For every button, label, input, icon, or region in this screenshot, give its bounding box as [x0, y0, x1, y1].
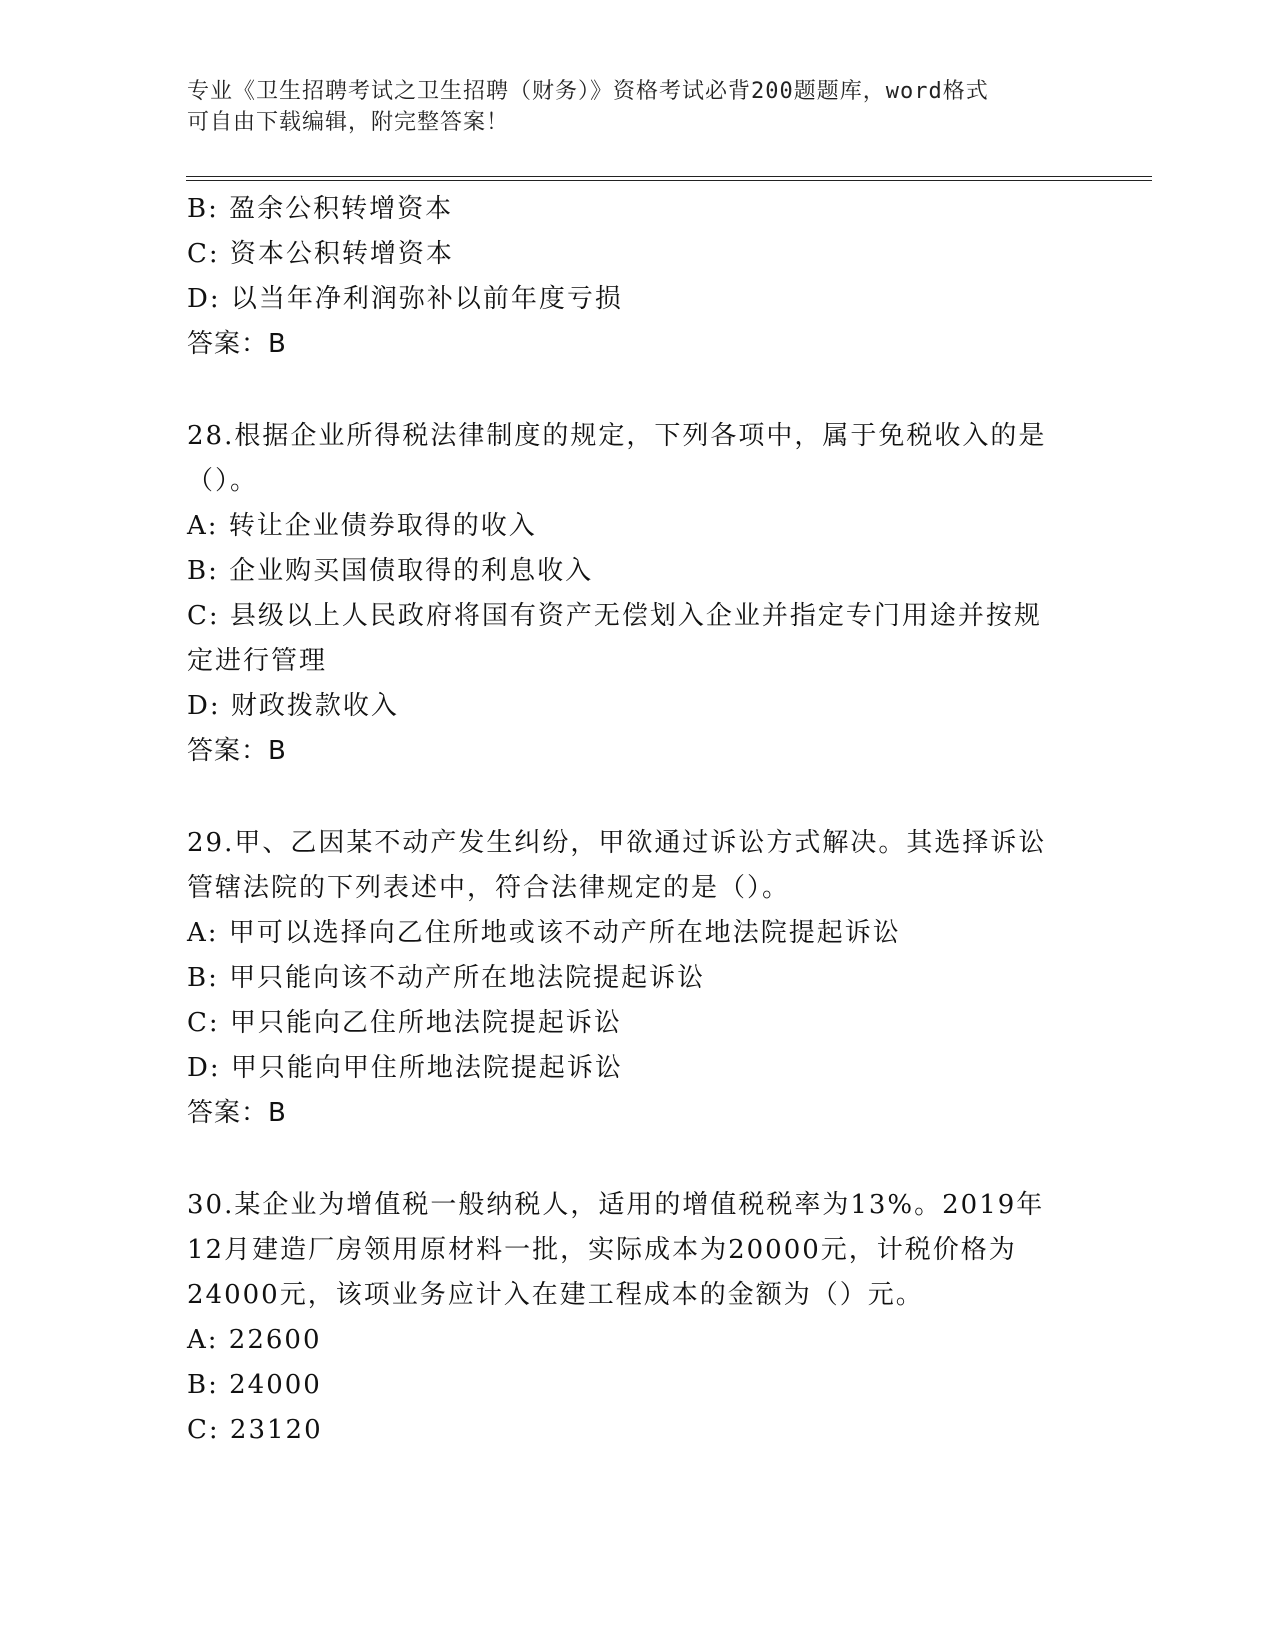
option-b: B: 企业购买国债取得的利息收入 [187, 556, 594, 586]
question-28 [187, 414, 1087, 774]
spacer [187, 774, 1087, 821]
question-stem: 29.甲、乙因某不动产发生纠纷，甲欲通过诉讼方式解决。其选择诉讼管辖法院的下列表述中，符合法律规定的是（）。 [187, 828, 1047, 903]
option-a: A: 甲可以选择向乙住所地或该不动产所在地法院提起诉讼 [187, 918, 901, 948]
answer-line: 答案：B [187, 736, 287, 766]
header-title-line-2: 可自由下载编辑，附完整答案！ [187, 110, 510, 135]
option-c: C: 县级以上人民政府将国有资产无偿划入企业并指定专门用途并按规定进行管理 [187, 601, 1042, 676]
spacer [187, 1136, 1087, 1183]
document-header [187, 76, 1067, 138]
question-30 [187, 1183, 1087, 1453]
answer-line: 答案：B [187, 1098, 287, 1128]
question-stem: 30.某企业为增值税一般纳税人，适用的增值税税率为13%。2019年12月建造厂房领用原材料一批，实际成本为20000元，计税价格为24000元，该项业务应计入在建工程成本的金额为（）元。 [187, 1190, 1045, 1310]
spacer [187, 367, 1087, 414]
option-b: B: 盈余公积转增资本 [187, 194, 454, 224]
option-d: D: 财政拨款收入 [187, 691, 399, 721]
option-c: C: 资本公积转增资本 [187, 239, 454, 269]
option-d: D: 甲只能向甲住所地法院提起诉讼 [187, 1053, 623, 1083]
question-29 [187, 821, 1087, 1136]
answer-line: 答案：B [187, 329, 287, 359]
header-title-line-1: 专业《卫生招聘考试之卫生招聘（财务）》资格考试必背200题题库，word格式 [187, 79, 989, 104]
header-divider [186, 176, 1152, 181]
option-c: C: 甲只能向乙住所地法院提起诉讼 [187, 1008, 622, 1038]
question-stem: 28.根据企业所得税法律制度的规定，下列各项中，属于免税收入的是（）。 [187, 421, 1047, 496]
question-list [187, 187, 1087, 1453]
question-27-tail [187, 187, 1087, 367]
option-b: B: 甲只能向该不动产所在地法院提起诉讼 [187, 963, 706, 993]
option-d: D: 以当年净利润弥补以前年度亏损 [187, 284, 623, 314]
option-a: A: 22600 [187, 1325, 322, 1355]
option-c: C: 23120 [187, 1415, 323, 1445]
option-b: B: 24000 [187, 1370, 322, 1400]
option-a: A: 转让企业债券取得的收入 [187, 511, 537, 541]
